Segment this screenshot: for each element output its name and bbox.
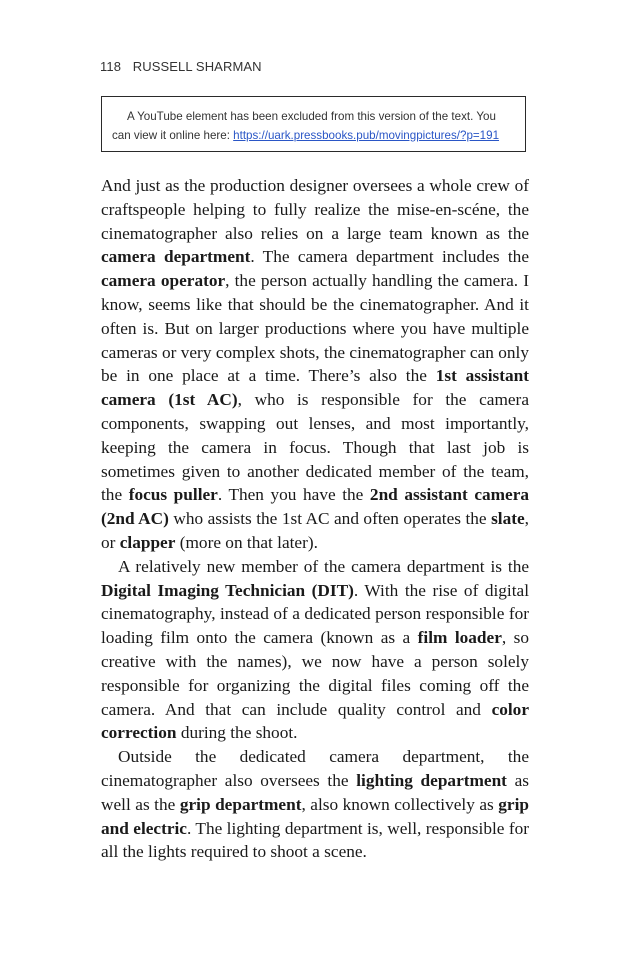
key-term: 2nd assistant camera (2nd AC) [101,485,530,529]
text-run: as well as the [101,770,529,814]
key-term: grip and electric [101,794,529,838]
key-term: lighting department [356,770,507,790]
page-number: 118 [100,59,122,74]
text-run: . With the rise of digital cinematography, instead of a dedicated person responsible for loading film onto the camera (known as a [101,580,529,648]
text-run: A relatively new member of the camera department is the [118,556,529,576]
text-run: And just as the production designer oversees a whole crew of craftspeople helping to fully realize the mise-en-scéne, the cinematographer also relies on a large team known as the [101,176,529,243]
key-term: 1st assistant camera (1st AC) [101,366,529,410]
text-run: (more on that later). [175,532,318,552]
key-term: camera operator [101,271,226,291]
body-paragraph [101,555,529,745]
key-term: color correction [101,699,529,743]
key-term: film loader [417,628,502,648]
text-run: . The camera department includes the [250,247,529,267]
key-term: slate [491,509,525,529]
body-paragraph [101,745,529,864]
embed-notice-message: A YouTube element has been excluded from this version of the text. You can view it online here: [112,110,496,142]
text-run: , or [101,509,529,552]
key-term: camera department [101,247,251,267]
body-text [101,174,529,864]
text-run: . Then you have the [217,485,370,505]
text-run: , who is responsible for the camera components, swapping out lenses, and most importantly, keeping the camera in focus. Though that last job is sometimes given to another dedicated member of the team, the [101,390,529,505]
key-term: Digital Imaging Technician (DIT) [101,580,354,600]
text-run: . The lighting department is, well, responsible for all the lights required to shoot a scene. [101,818,529,862]
embed-notice-text [112,107,515,145]
key-term: focus puller [128,485,218,505]
text-run: during the shoot. [176,723,298,743]
key-term: grip department [179,794,302,814]
author-name: RUSSELL SHARMAN [132,59,262,74]
text-run: Outside the dedicated camera department, the cinematographer also oversees the [101,747,529,790]
text-run: , so creative with the names), we now have a person solely responsible for organizing the digital files coming off the camera. And that can include quality control and [101,628,529,719]
text-run: who assists the 1st AC and often operates the [168,509,492,529]
key-term: clapper [119,532,176,552]
text-run: , the person actually handling the camera. I know, seems like that should be the cinematographer. And it often is. But on larger productions where you have multiple cameras or very complex shots, the cinematographer can only be in one place at a time. There’s also the [101,271,530,386]
body-paragraph [101,174,529,555]
text-run: , also known collectively as [301,794,499,814]
running-head [100,59,262,74]
embed-online-link[interactable]: https://uark.pressbooks.pub/movingpictures/?p=191 [233,129,500,142]
youtube-embed-notice [101,96,526,152]
